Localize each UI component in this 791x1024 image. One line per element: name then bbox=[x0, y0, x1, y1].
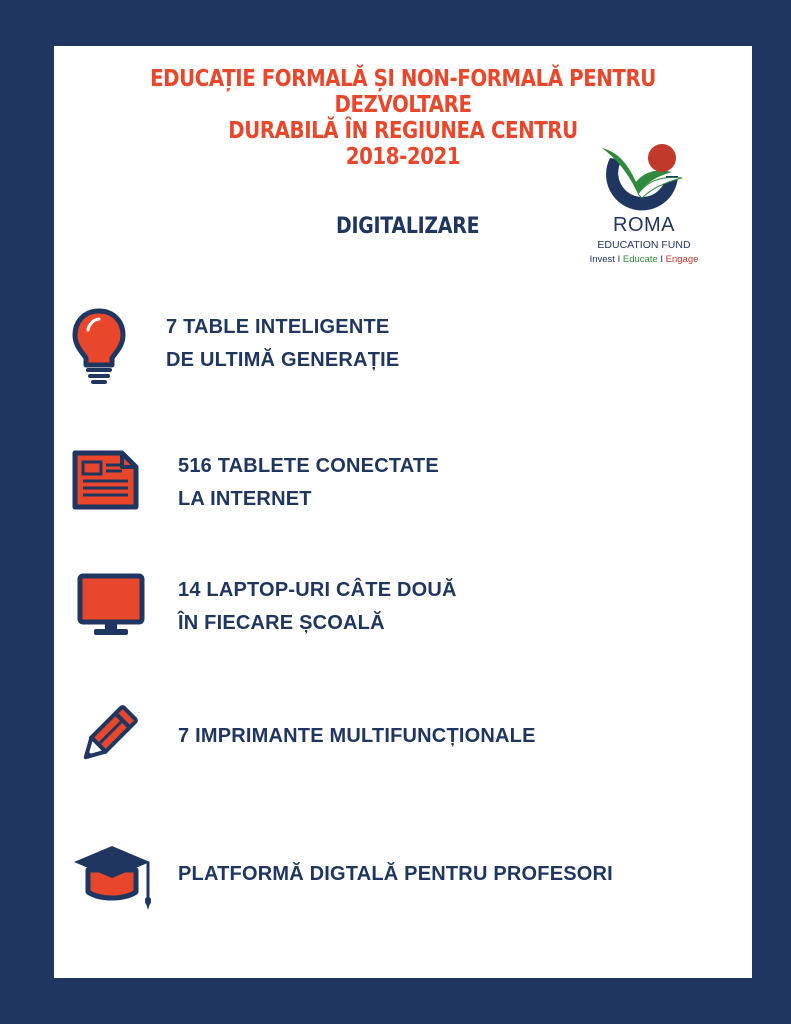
document-icon bbox=[70, 448, 140, 512]
item-label-line: LA INTERNET bbox=[178, 488, 312, 510]
title-line-1: EDUCAȚIE FORMALĂ ȘI NON-FORMALĂ PENTRU DEZVOLTARE bbox=[150, 66, 656, 118]
list-item bbox=[54, 308, 752, 388]
pencil-icon bbox=[76, 704, 138, 768]
item-label bbox=[178, 450, 439, 516]
item-label-line: 14 LAPTOP-URI CÂTE DOUĂ bbox=[178, 579, 457, 601]
logo-emblem-icon bbox=[600, 138, 688, 214]
item-label bbox=[178, 574, 457, 640]
tagline-separator: I bbox=[617, 254, 621, 265]
list-item bbox=[54, 448, 752, 518]
tagline-invest: Invest bbox=[589, 254, 615, 265]
roma-education-fund-logo bbox=[574, 138, 714, 268]
list-item bbox=[54, 572, 752, 642]
logo-subname: EDUCATION FUND bbox=[597, 239, 691, 251]
item-label-line: DE ULTIMĂ GENERAȚIE bbox=[166, 349, 400, 371]
title-line-3: 2018-2021 bbox=[345, 144, 461, 170]
tagline-engage: Engage bbox=[665, 254, 699, 265]
tagline-educate: Educate bbox=[622, 254, 658, 265]
monitor-icon bbox=[76, 572, 146, 638]
lightbulb-icon bbox=[72, 308, 126, 386]
logo-name: ROMA bbox=[613, 214, 675, 236]
tagline-separator: I bbox=[660, 254, 664, 265]
infographic-card bbox=[54, 46, 752, 978]
item-label bbox=[178, 720, 536, 753]
item-label-line: 7 IMPRIMANTE MULTIFUNCȚIONALE bbox=[178, 725, 536, 747]
item-label-line: 7 TABLE INTELIGENTE bbox=[166, 316, 390, 338]
logo-tagline bbox=[574, 254, 714, 265]
list-item bbox=[54, 704, 752, 774]
list-item bbox=[54, 840, 752, 920]
graduation-cap-icon bbox=[70, 840, 154, 916]
title-line-2: DURABILĂ ÎN REGIUNEA CENTRU bbox=[228, 118, 578, 144]
item-label-line: PLATFORMĂ DIGTALĂ PENTRU PROFESORI bbox=[178, 863, 613, 885]
section-subtitle: DIGITALIZARE bbox=[336, 214, 480, 239]
item-label bbox=[166, 311, 399, 377]
item-label-line: ÎN FIECARE ȘCOALĂ bbox=[178, 612, 385, 634]
item-label bbox=[178, 858, 613, 891]
item-label-line: 516 TABLETE CONECTATE bbox=[178, 455, 439, 477]
